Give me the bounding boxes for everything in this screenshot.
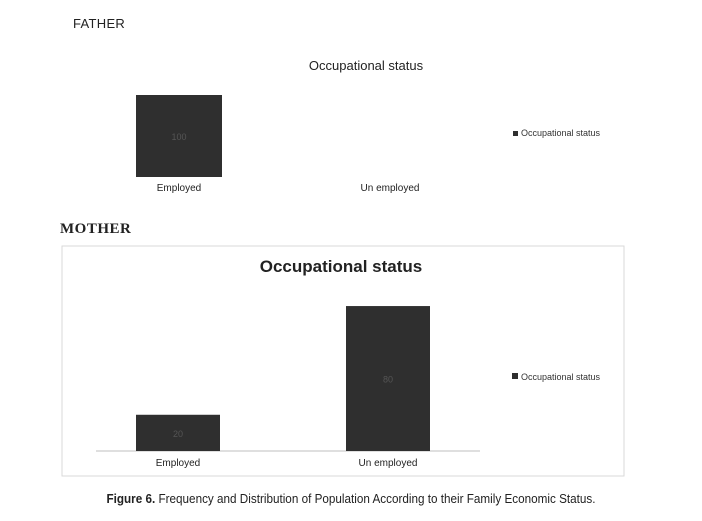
mother-data-label: 80 — [382, 374, 394, 385]
father-chart — [136, 58, 601, 194]
mother-data-label: 20 — [172, 428, 184, 439]
father-legend — [513, 128, 601, 138]
father-chart-title: Occupational status — [308, 58, 424, 73]
father-data-label: 100 — [171, 132, 187, 142]
mother-section-label: MOTHER — [60, 221, 132, 237]
mother-chart-title: Occupational status — [259, 257, 423, 276]
father-section-label: FATHER — [73, 16, 126, 31]
mother-x-tick-label: Employed — [155, 458, 201, 469]
caption-label: Figure 6. — [106, 491, 156, 506]
mother-chart — [62, 246, 624, 476]
mother-legend-label: Occupational status — [521, 372, 601, 382]
caption-text: Frequency and Distribution of Population According to their Family Economic Status. — [158, 491, 596, 506]
father-x-tick-label: Employed — [156, 183, 202, 194]
mother-legend-marker — [512, 373, 518, 379]
figure-caption — [35, 491, 667, 506]
father-legend-label: Occupational status — [521, 128, 601, 138]
mother-legend — [512, 372, 601, 382]
father-x-tick-label: Un employed — [360, 183, 420, 194]
mother-x-tick-label: Un employed — [358, 458, 418, 469]
father-legend-marker — [513, 131, 518, 136]
